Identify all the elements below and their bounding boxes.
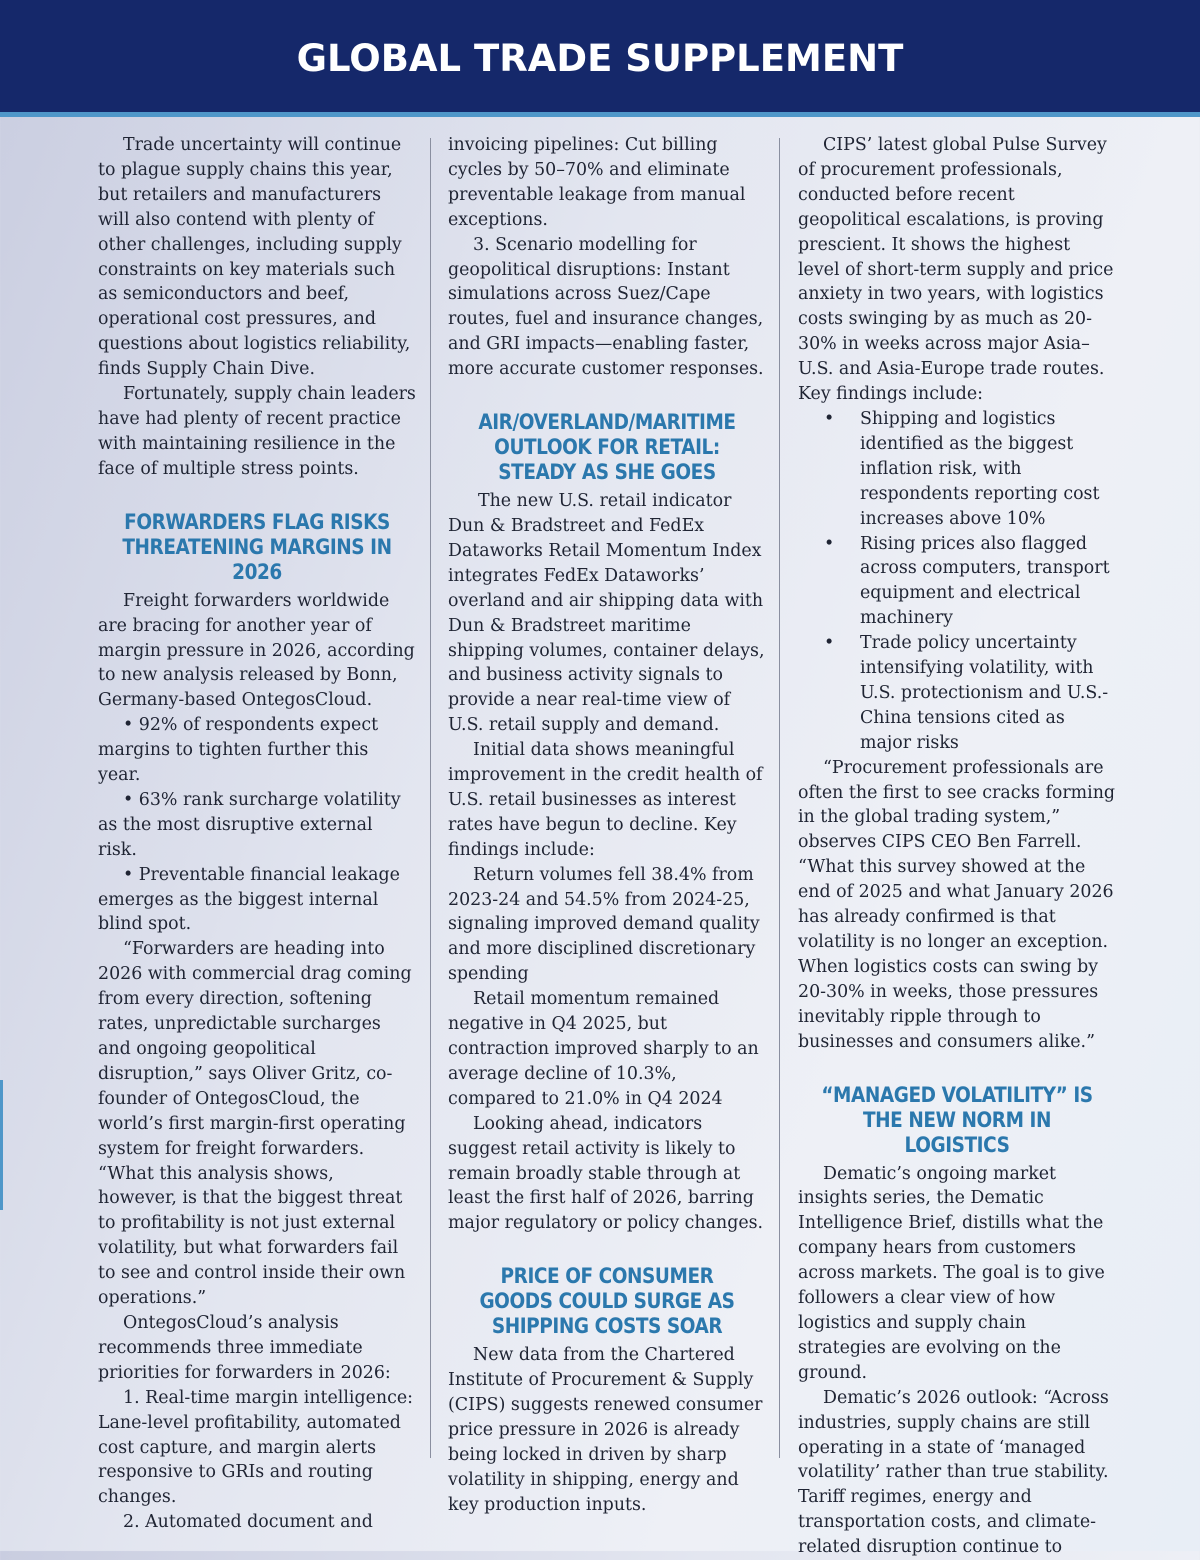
paragraph: New data from the Chartered Institute of Procurement & Supply (CIPS) suggests renewed consumer price pressure in 2026 is already being locked in driven by sharp volatility in shipping, energy and key production inputs. [448, 1345, 763, 1515]
paragraph: The new U.S. retail indicator Dun & Bradstreet and FedEx Dataworks Retail Momentum Index integrates FedEx Dataworks’ overland and air shipping data with Dun & Bradstreet maritime shipping volumes, container delays, and business activity signals to provide a near real-time view of U.S. retail supply and demand. [448, 491, 765, 736]
paragraph: Fortunately, supply chain leaders have had plenty of recent practice with maintaining resilience in the face of multiple stress points. [98, 384, 416, 479]
paragraph: Retail momentum remained negative in Q4 2025, but contraction improved sharply to an average decline of 10.3%, compared to 21.0% in Q4 2024 [448, 989, 759, 1109]
paragraph: Dematic’s ongoing market insights series, the Dematic Intelligence Brief, distills what the company hears from customers across markets. The goal is to give followers a clear view of how logistics and supply chain strategies are evolving on the ground. [798, 1163, 1105, 1383]
page-header [0, 0, 1200, 112]
edge-accent [0, 1080, 3, 1210]
bullet-item: • 92% of respondents expect margins to tighten further this year. [98, 715, 379, 786]
paragraph: Dematic’s 2026 outlook: “Across industries, supply chains are still operating in a state of ‘managed volatility’ rather than true stability. Tariff regimes, energy and transportation costs, and climate-related disruption continue to [798, 1387, 1109, 1558]
section-heading: FORWARDERS FLAG RISKS THREATENING MARGINS IN 2026 [122, 509, 392, 584]
bullet-item: • Preventable financial leakage emerges as the biggest internal blind spot. [98, 864, 400, 935]
paragraph: CIPS’ latest global Pulse Survey of procurement professionals, conducted before recent geopolitical escalations, is proving prescient. It shows the highest level of short-term supply and price anxiety in two years, with logistics costs swinging by as much as 20-30% in weeks across major Asia–U.S. and Asia-Europe trade routes. Key findings include: [798, 135, 1114, 405]
paragraph: invoicing pipelines: Cut billing cycles by 50–70% and eliminate preventable leakage from manual exceptions. [448, 135, 746, 230]
section-heading: PRICE OF CONSUMER GOODS COULD SURGE AS SHIPPING COSTS SOAR [479, 1264, 735, 1339]
list-item: • Rising prices also flagged across computers, transport equipment and electrical machinery [798, 532, 1116, 632]
paragraph: Trade uncertainty will continue to plague supply chains this year, but retailers and manufacturers will also contend with plenty of other challenges, including supply constraints on key materials such as semiconductors and beef, operational cost pressures, and questions about logistics reliability, finds Supply Chain Dive. [98, 135, 411, 380]
list-item: • Trade policy uncertainty intensifying volatility, with U.S. protectionism and U.S.-China tensions cited as major risks [798, 631, 1116, 756]
column-2 [448, 133, 766, 1518]
column-divider [779, 138, 780, 1458]
list-item: • Shipping and logistics identified as the biggest inflation risk, with respondents reporting cost increases above 10% [798, 407, 1116, 532]
paragraph: Looking ahead, indicators suggest retail activity is likely to remain broadly stable through at least the first half of 2026, barring major regulatory or policy changes. [448, 1113, 764, 1234]
page-title: GLOBAL TRADE SUPPLEMENT [296, 36, 904, 80]
findings-list [798, 407, 1116, 756]
paragraph: Return volumes fell 38.4% from 2023-24 and 54.5% from 2024-25, signaling improved demand quality and more disciplined discretionary spending [448, 864, 760, 985]
paragraph: 3. Scenario modelling for geopolitical disruptions: Instant simulations across Suez/Cape routes, fuel and insurance changes, and GRI impacts—enabling faster, more accurate customer responses. [448, 234, 764, 380]
paragraph: “Procurement professionals are often the first to see cracks forming in the global trading system,” observes CIPS CEO Ben Farrell. “What this survey showed at the end of 2025 and what January 2026 has already confirmed is that volatility is no longer an exception. When logistics costs can swing by 20-30% in weeks, those pressures inevitably ripple through to businesses and consumers alike.” [798, 757, 1116, 1052]
column-divider [430, 138, 431, 1458]
section-heading: AIR/OVERLAND/MARITIME OUTLOOK FOR RETAIL: STEADY AS SHE GOES [478, 410, 736, 485]
section-heading: “MANAGED VOLATILITY” IS THE NEW NORM IN LOGISTICS [821, 1082, 1093, 1157]
bullet-item: • 63% rank surcharge volatility as the most disruptive external risk. [98, 789, 401, 860]
paragraph: 1. Real-time margin intelligence: Lane-level profitability, automated cost capture, and margin alerts responsive to GRIs and routing changes. [98, 1387, 414, 1508]
paragraph: Freight forwarders worldwide are bracing for another year of margin pressure in 2026, according to new analysis released by Bonn, Germany-based OntegosCloud. [98, 590, 415, 711]
header-rule [0, 112, 1200, 117]
column-3 [798, 133, 1116, 1560]
paragraph: OntegosCloud’s analysis recommends three immediate priorities for forwarders in 2026: [98, 1312, 391, 1383]
column-1 [98, 133, 416, 1535]
paragraph: Initial data shows meaningful improvement in the credit health of U.S. retail businesses as interest rates have begun to decline. Key findings include: [448, 740, 763, 860]
paragraph: “Forwarders are heading into 2026 with commercial drag coming from every direction, softening rates, unpredictable surcharges and ongoing geopolitical disruption,” says Oliver Gritz, co-founder of OntegosCloud, the world’s first margin-first operating system for freight forwarders. “What this analysis shows, however, is that the biggest threat to profitability is not just external volatility, but what forwarders fail to see and control inside their own operations.” [98, 939, 412, 1309]
paragraph: 2. Automated document and [123, 1512, 373, 1533]
